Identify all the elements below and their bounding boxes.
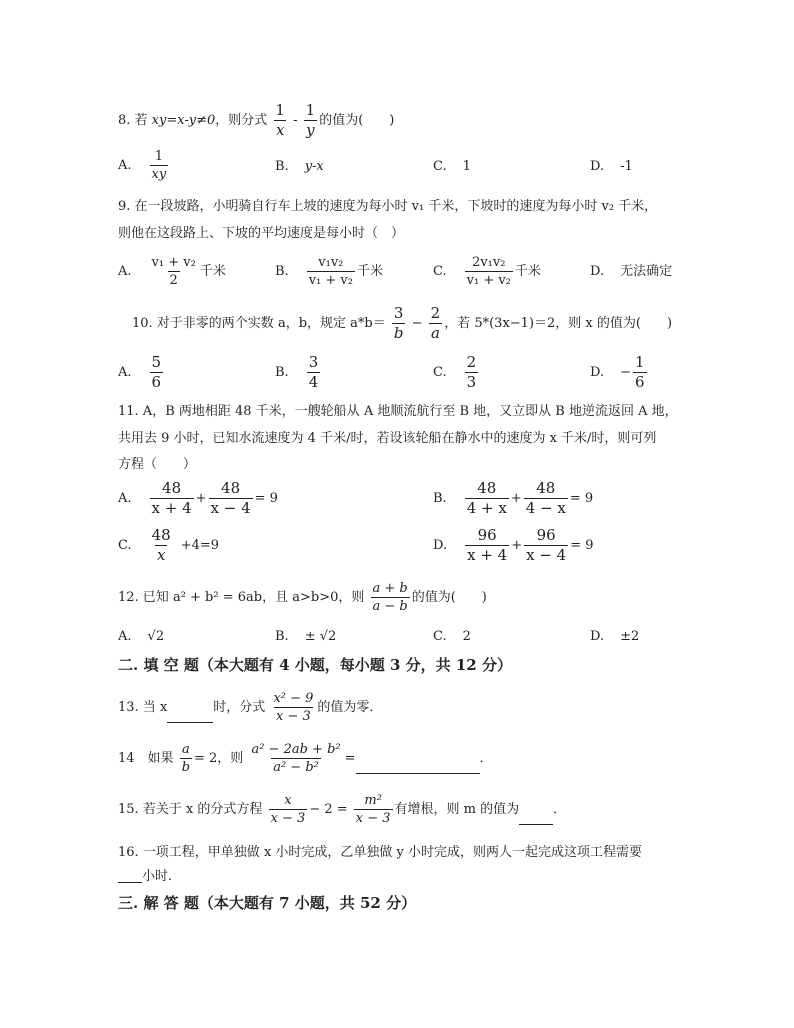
option-label: D.	[590, 264, 605, 279]
q8-f1-den: x	[275, 121, 285, 139]
q9-c-frac	[465, 256, 513, 287]
q10-fraction-2	[429, 306, 443, 341]
q8-option-d	[590, 160, 633, 173]
q10-option-a	[118, 355, 165, 390]
q15-stem: 15. 若关于 x 的分式方程	[118, 802, 263, 817]
q10-c-frac	[465, 355, 479, 390]
frac-den: x	[156, 546, 166, 564]
frac-den: 6	[635, 373, 645, 391]
q8-a-frac	[150, 150, 169, 181]
question-9-line-2: 则他在这段路上、下坡的平均速度是每小时（ ）	[118, 226, 405, 241]
frac-den: xy	[151, 167, 167, 182]
frac-den: b	[393, 324, 404, 342]
q13-stem-b: 时，分式	[213, 700, 266, 715]
answer-blank[interactable]	[519, 812, 553, 825]
question-14	[118, 743, 493, 774]
option-label: C.	[433, 629, 447, 644]
frac-den: a − b	[372, 599, 408, 614]
q12-option-c	[433, 630, 471, 643]
q14-stem-b: = 2，则	[194, 751, 244, 766]
question-11-line-3: 方程（ ）	[118, 457, 197, 472]
frac-num: 48	[151, 526, 171, 544]
q14-period: ．	[479, 751, 493, 766]
frac-num: 96	[477, 526, 497, 544]
q8-option-b	[275, 160, 324, 173]
section-3-heading: 三. 解 答 题（本大题有 7 小题，共 52 分）	[118, 894, 417, 912]
q15-fraction-2	[354, 794, 393, 825]
frac-num: 48	[477, 479, 497, 497]
frac-num: x	[284, 793, 292, 808]
question-12	[118, 582, 487, 613]
question-16-line-1: 16. 一项工程，甲单独做 x 小时完成，乙单独做 y 小时完成，则两人一起完成这项工程需要	[118, 845, 643, 860]
option-label: B.	[275, 629, 289, 644]
frac-num: v₁ + v₂	[151, 255, 196, 270]
option-label: D.	[590, 629, 605, 644]
q15-stem-b: − 2 =	[309, 802, 348, 817]
frac-den: x − 3	[270, 811, 306, 826]
q15-fraction-1	[269, 794, 308, 825]
question-16-line-2	[118, 870, 181, 883]
option-label: B.	[275, 264, 289, 279]
q8-option-c	[433, 160, 471, 173]
q11-option-a	[118, 481, 278, 516]
q8-stem-b: ，则分式	[215, 113, 268, 128]
section-2-heading: 二. 填 空 题（本大题有 4 小题，每小题 3 分，共 12 分）	[118, 656, 512, 674]
q12-stem-b: 的值为( )	[411, 590, 487, 605]
q9-b-frac	[307, 256, 355, 287]
q8-stem: 8. 若	[118, 113, 152, 128]
q14-stem: 14 如果	[118, 751, 174, 766]
option-label: D.	[590, 159, 605, 174]
q8-f1-num: 1	[275, 101, 285, 119]
q10-option-c	[433, 355, 480, 390]
frac-num: 96	[536, 526, 556, 544]
q10-b-frac	[307, 355, 321, 390]
q12-stem: 12. 已知 a² + b² = 6ab，且 a>b>0，则	[118, 590, 365, 605]
question-10	[132, 306, 672, 341]
q8-minus: -	[293, 113, 298, 128]
q8-condition: xy=x-y≠0	[151, 113, 216, 128]
frac-den: 3	[466, 373, 477, 391]
option-label: B.	[433, 491, 447, 506]
option-value: ±2	[620, 629, 640, 644]
q10-option-b	[275, 355, 322, 390]
q11-option-d	[433, 528, 594, 563]
frac-den: x + 4	[467, 546, 508, 564]
option-label: C.	[118, 538, 132, 553]
q8-stem-c: 的值为( )	[319, 113, 395, 128]
equals: = 9	[569, 491, 594, 506]
option-label: A.	[118, 365, 132, 380]
option-value: 2	[462, 629, 471, 644]
option-unit: 千米	[356, 264, 383, 279]
option-value: -1	[620, 159, 633, 174]
equals: = 9	[254, 491, 278, 506]
q8-fraction-1	[273, 103, 287, 138]
frac-den: x − 3	[355, 811, 391, 826]
q10-stem-b: ，若 5*(3x−1)＝2，则 x 的值为( )	[444, 316, 673, 331]
option-label: B.	[275, 365, 289, 380]
question-11-line-1: 11. A，B 两地相距 48 千米，一艘轮船从 A 地顺流航行至 B 地，又立即从 B 地逆流返回 A 地，	[118, 404, 678, 419]
plus: +	[195, 491, 207, 506]
option-label: A.	[118, 491, 132, 506]
answer-blank[interactable]	[118, 870, 142, 883]
question-13	[118, 692, 382, 723]
frac-num: v₁v₂	[318, 255, 344, 270]
q8-f2-den: y	[306, 121, 315, 139]
frac-num: a	[181, 742, 190, 757]
frac-num: 3	[308, 353, 319, 371]
question-8	[118, 103, 394, 138]
frac-den: v₁ + v₂	[466, 273, 511, 288]
option-value: ± √2	[304, 629, 337, 644]
option-value: 1	[462, 159, 471, 174]
q9-a-frac	[150, 256, 198, 287]
option-value: 无法确定	[620, 264, 673, 279]
q12-option-b	[275, 630, 336, 643]
option-label: C.	[433, 159, 447, 174]
frac-den: 6	[151, 373, 162, 391]
q12-fraction	[371, 582, 410, 613]
q9-option-b	[275, 256, 383, 287]
frac-den: x − 3	[276, 709, 311, 724]
q9-option-a	[118, 256, 226, 287]
q11-b-frac-2	[524, 481, 568, 516]
q11-c-frac	[150, 528, 173, 563]
frac-num: 48	[536, 479, 556, 497]
option-label: B.	[275, 159, 289, 174]
frac-den: a	[430, 324, 440, 342]
option-label: D.	[590, 365, 605, 380]
frac-num: 48	[221, 479, 241, 497]
frac-num: 2	[466, 353, 477, 371]
q13-stem: 13. 当 x	[118, 700, 168, 715]
option-label: C.	[433, 365, 447, 380]
plus: +	[510, 491, 522, 506]
option-unit: 千米	[514, 264, 541, 279]
q11-option-b	[433, 481, 593, 516]
equals: +4=9	[180, 538, 220, 553]
frac-den: v₁ + v₂	[308, 273, 353, 288]
frac-den: 4	[308, 373, 319, 391]
q13-fraction	[271, 692, 315, 723]
q8-f2-num: 1	[305, 101, 316, 119]
question-15	[118, 794, 566, 825]
frac-num: 1	[154, 149, 164, 164]
frac-den: 4 + x	[466, 499, 507, 517]
question-11-line-2: 共用去 9 小时，已知水流速度为 4 千米/时，若设该轮船在静水中的速度为 x 千米/时，则可列	[118, 431, 657, 446]
option-unit: 千米	[199, 264, 226, 279]
option-label: A.	[118, 158, 132, 173]
q11-a-frac-1	[150, 481, 194, 516]
q11-d-frac-2	[524, 528, 568, 563]
q15-stem-c: 有增根，则 m 的值为	[394, 802, 520, 817]
option-sign: −	[620, 365, 631, 380]
frac-num: 2	[430, 304, 441, 322]
q16-unit: 小时．	[142, 869, 182, 884]
frac-num: 48	[162, 479, 182, 497]
option-value: y-x	[304, 159, 324, 174]
q10-stem: 10. 对于非零的两个实数 a，b，规定 a*b＝	[132, 316, 386, 331]
q10-fraction-1	[392, 306, 406, 341]
q11-b-frac-1	[465, 481, 509, 516]
q14-fraction-2	[249, 743, 342, 774]
option-label: A.	[118, 629, 132, 644]
q11-a-frac-2	[209, 481, 253, 516]
q8-option-a	[118, 150, 170, 181]
q9-option-c	[433, 256, 541, 287]
frac-num: m²	[364, 793, 382, 808]
q11-d-frac-1	[465, 528, 509, 563]
frac-den: b	[181, 760, 191, 775]
frac-den: x − 4	[526, 546, 567, 564]
q10-option-d	[590, 355, 649, 390]
q9-option-d	[590, 265, 672, 278]
q10-d-frac	[633, 355, 647, 390]
frac-den: x − 4	[210, 499, 251, 517]
frac-den: a² − b²	[273, 760, 319, 775]
q15-period: ．	[553, 802, 567, 817]
option-label: C.	[433, 264, 447, 279]
q12-option-d	[590, 630, 639, 643]
frac-num: 5	[151, 353, 162, 371]
frac-num: a + b	[372, 581, 408, 596]
option-label: A.	[118, 264, 132, 279]
q11-option-c	[118, 528, 219, 563]
option-value: √2	[147, 629, 165, 644]
answer-blank[interactable]	[167, 710, 213, 723]
answer-blank[interactable]	[356, 761, 480, 774]
q10-minus: −	[411, 316, 423, 331]
frac-num: x² − 9	[273, 691, 314, 706]
frac-den: 4 − x	[525, 499, 566, 517]
frac-num: 1	[635, 353, 645, 371]
q12-option-a	[118, 630, 164, 643]
q14-fraction-1	[180, 743, 192, 774]
frac-num: 3	[393, 304, 404, 322]
q10-a-frac	[150, 355, 164, 390]
plus: +	[511, 538, 523, 553]
option-label: D.	[433, 538, 448, 553]
frac-num: a² − 2ab + b²	[251, 742, 341, 757]
equals: = 9	[570, 538, 594, 553]
question-9-line-1: 9. 在一段坡路，小明骑自行车上坡的速度为每小时 v₁ 千米，下坡时的速度为每小时 v₂ 千米，	[118, 199, 658, 214]
q8-fraction-2	[304, 103, 318, 138]
frac-den: 2	[169, 273, 178, 288]
q13-stem-c: 的值为零．	[317, 700, 383, 715]
frac-den: x + 4	[151, 499, 192, 517]
q14-equals: =	[344, 751, 356, 766]
frac-num: 2v₁v₂	[472, 255, 506, 270]
